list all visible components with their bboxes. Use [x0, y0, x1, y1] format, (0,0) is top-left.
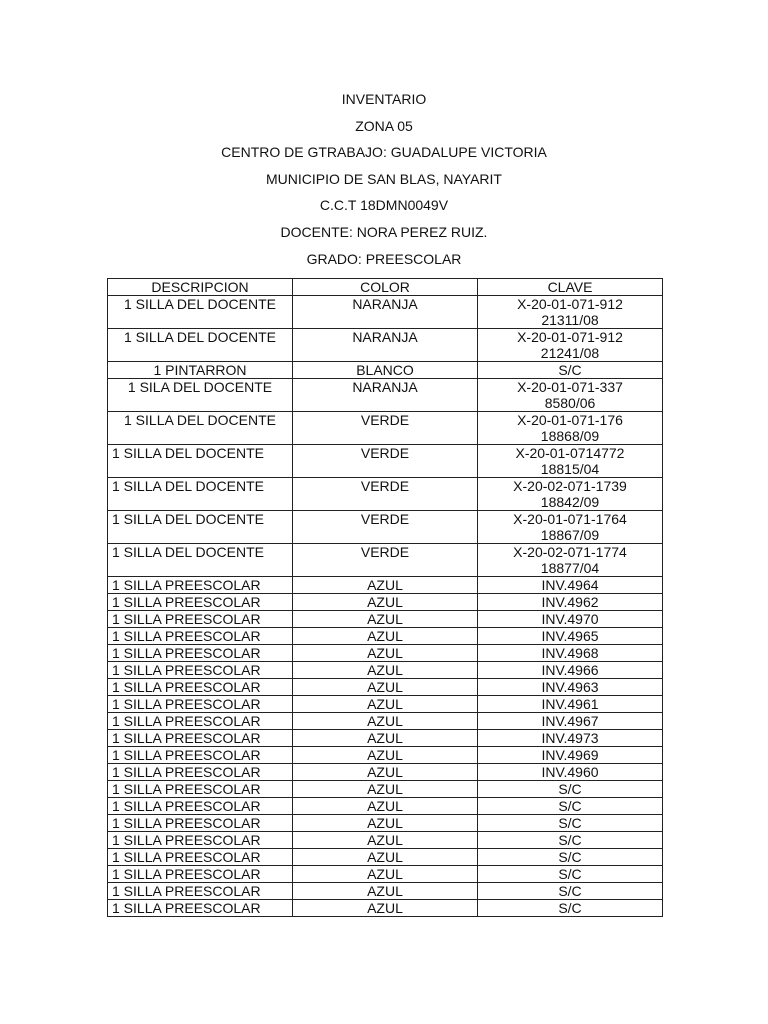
table-row [108, 662, 663, 679]
table-row [108, 478, 663, 511]
table-row [108, 679, 663, 696]
color-cell: AZUL [293, 713, 478, 730]
description-cell: 1 SILLA DEL DOCENTE [108, 478, 293, 511]
table-row [108, 296, 663, 329]
color-cell: AZUL [293, 730, 478, 747]
clave-line: 18842/09 [540, 494, 600, 510]
description-cell: 1 SILLA PREESCOLAR [108, 730, 293, 747]
table-row [108, 594, 663, 611]
clave-line: X-20-01-071-176 [517, 412, 623, 428]
clave-line: 8580/06 [544, 395, 596, 411]
table-row [108, 379, 663, 412]
clave-cell [478, 866, 663, 883]
table-row [108, 713, 663, 730]
color-cell: AZUL [293, 883, 478, 900]
inventory-table [107, 278, 663, 917]
color-cell: AZUL [293, 798, 478, 815]
column-header-color: COLOR [293, 279, 478, 296]
table-row [108, 412, 663, 445]
color-cell: VERDE [293, 478, 478, 511]
description-cell: 1 SILLA PREESCOLAR [108, 696, 293, 713]
clave-line: INV.4967 [541, 713, 599, 729]
teacher-label: DOCENTE: NORA PEREZ RUIZ. [280, 223, 488, 240]
clave-line: X-20-01-071-912 [517, 329, 623, 345]
clave-cell [478, 781, 663, 798]
color-cell: AZUL [293, 594, 478, 611]
table-row [108, 645, 663, 662]
clave-line: X-20-02-071-1739 [513, 478, 627, 494]
table-row [108, 747, 663, 764]
clave-line: S/C [558, 832, 582, 848]
color-cell: AZUL [293, 747, 478, 764]
description-cell: 1 SILLA PREESCOLAR [108, 781, 293, 798]
inventory-table-body [108, 296, 663, 917]
description-cell: 1 SILLA PREESCOLAR [108, 645, 293, 662]
zone-label: ZONA 05 [355, 117, 413, 134]
clave-cell [478, 478, 663, 511]
description-cell: 1 SILLA PREESCOLAR [108, 849, 293, 866]
description-cell: 1 SILLA PREESCOLAR [108, 628, 293, 645]
color-cell: VERDE [293, 511, 478, 544]
clave-line: INV.4973 [541, 730, 599, 746]
table-row [108, 511, 663, 544]
table-row [108, 798, 663, 815]
municipality-label: MUNICIPIO DE SAN BLAS, NAYARIT [266, 170, 502, 187]
clave-cell [478, 696, 663, 713]
clave-cell [478, 296, 663, 329]
clave-cell [478, 544, 663, 577]
cct-label: C.C.T 18DMN0049V [319, 197, 449, 214]
clave-cell [478, 849, 663, 866]
document-header [0, 88, 768, 274]
work-center-label: CENTRO DE GTRABAJO: GUADALUPE VICTORIA [221, 144, 547, 161]
color-cell: NARANJA [293, 296, 478, 329]
clave-line: INV.4966 [541, 662, 599, 678]
clave-line: S/C [558, 781, 582, 797]
clave-cell [478, 577, 663, 594]
clave-line: INV.4960 [541, 764, 599, 780]
clave-cell [478, 764, 663, 781]
color-cell: AZUL [293, 696, 478, 713]
color-cell: VERDE [293, 412, 478, 445]
clave-cell [478, 883, 663, 900]
table-row [108, 781, 663, 798]
table-row [108, 611, 663, 628]
description-cell: 1 SILLA PREESCOLAR [108, 679, 293, 696]
clave-cell [478, 815, 663, 832]
clave-line: INV.4968 [541, 645, 599, 661]
table-row [108, 362, 663, 379]
description-cell: 1 SILLA PREESCOLAR [108, 611, 293, 628]
color-cell: NARANJA [293, 379, 478, 412]
table-row [108, 445, 663, 478]
clave-line: 18877/04 [540, 560, 600, 576]
description-cell: 1 SILLA PREESCOLAR [108, 883, 293, 900]
clave-cell [478, 645, 663, 662]
clave-line: X-20-01-071-912 [517, 296, 623, 312]
clave-line: INV.4964 [541, 577, 599, 593]
color-cell: AZUL [293, 628, 478, 645]
grade-label: GRADO: PREESCOLAR [306, 250, 462, 267]
description-cell: 1 SILA DEL DOCENTE [108, 379, 293, 412]
description-cell: 1 SILLA DEL DOCENTE [108, 329, 293, 362]
description-cell: 1 SILLA PREESCOLAR [108, 764, 293, 781]
clave-line: X-20-02-071-1774 [513, 544, 627, 560]
table-row [108, 628, 663, 645]
clave-line: 18815/04 [540, 461, 600, 477]
clave-cell [478, 412, 663, 445]
color-cell: AZUL [293, 679, 478, 696]
clave-line: S/C [558, 362, 582, 378]
clave-line: INV.4970 [541, 611, 599, 627]
clave-cell [478, 679, 663, 696]
table-row [108, 866, 663, 883]
clave-line: INV.4963 [541, 679, 599, 695]
clave-line: 18868/09 [540, 428, 600, 444]
clave-line: S/C [558, 883, 582, 899]
description-cell: 1 SILLA PREESCOLAR [108, 900, 293, 917]
description-cell: 1 SILLA DEL DOCENTE [108, 296, 293, 329]
clave-cell [478, 747, 663, 764]
clave-line: INV.4965 [541, 628, 599, 644]
table-row [108, 544, 663, 577]
table-header-row [108, 279, 663, 296]
description-cell: 1 SILLA PREESCOLAR [108, 594, 293, 611]
description-cell: 1 SILLA PREESCOLAR [108, 747, 293, 764]
clave-cell [478, 832, 663, 849]
color-cell: VERDE [293, 544, 478, 577]
description-cell: 1 SILLA DEL DOCENTE [108, 511, 293, 544]
description-cell: 1 SILLA PREESCOLAR [108, 815, 293, 832]
color-cell: AZUL [293, 645, 478, 662]
table-row [108, 577, 663, 594]
clave-cell [478, 611, 663, 628]
document-title: INVENTARIO [341, 91, 427, 107]
table-row [108, 730, 663, 747]
clave-cell [478, 362, 663, 379]
description-cell: 1 SILLA DEL DOCENTE [108, 544, 293, 577]
clave-line: S/C [558, 798, 582, 814]
color-cell: AZUL [293, 866, 478, 883]
color-cell: AZUL [293, 815, 478, 832]
clave-cell [478, 730, 663, 747]
color-cell: AZUL [293, 849, 478, 866]
clave-line: INV.4962 [541, 594, 599, 610]
clave-line: X-20-01-0714772 [515, 445, 625, 461]
clave-cell [478, 628, 663, 645]
clave-line: 21311/08 [541, 312, 599, 328]
color-cell: AZUL [293, 900, 478, 917]
color-cell: AZUL [293, 764, 478, 781]
clave-line: X-20-01-071-337 [517, 379, 623, 395]
description-cell: 1 SILLA PREESCOLAR [108, 662, 293, 679]
clave-line: S/C [558, 866, 582, 882]
color-cell: NARANJA [293, 329, 478, 362]
clave-cell [478, 445, 663, 478]
clave-line: S/C [558, 815, 582, 831]
description-cell: 1 SILLA PREESCOLAR [108, 866, 293, 883]
table-row [108, 849, 663, 866]
color-cell: AZUL [293, 781, 478, 798]
description-cell: 1 SILLA PREESCOLAR [108, 798, 293, 815]
description-cell: 1 SILLA DEL DOCENTE [108, 445, 293, 478]
table-row [108, 883, 663, 900]
clave-cell [478, 511, 663, 544]
description-cell: 1 SILLA PREESCOLAR [108, 832, 293, 849]
clave-line: S/C [558, 900, 582, 916]
description-cell: 1 SILLA DEL DOCENTE [108, 412, 293, 445]
table-row [108, 696, 663, 713]
clave-line: 21241/08 [540, 345, 600, 361]
clave-cell [478, 379, 663, 412]
color-cell: AZUL [293, 832, 478, 849]
table-row [108, 900, 663, 917]
description-cell: 1 SILLA PREESCOLAR [108, 713, 293, 730]
description-cell: 1 PINTARRON [108, 362, 293, 379]
clave-line: 18867/09 [540, 527, 600, 543]
color-cell: AZUL [293, 662, 478, 679]
table-row [108, 815, 663, 832]
clave-line: X-20-01-071-1764 [513, 511, 627, 527]
description-cell: 1 SILLA PREESCOLAR [108, 577, 293, 594]
clave-line: INV.4969 [541, 747, 599, 763]
color-cell: BLANCO [293, 362, 478, 379]
column-header-clave: CLAVE [478, 279, 663, 296]
color-cell: VERDE [293, 445, 478, 478]
clave-cell [478, 329, 663, 362]
table-row [108, 329, 663, 362]
clave-cell [478, 798, 663, 815]
column-header-description: DESCRIPCION [108, 279, 293, 296]
clave-cell [478, 662, 663, 679]
clave-cell [478, 713, 663, 730]
table-row [108, 764, 663, 781]
table-row [108, 832, 663, 849]
clave-line: S/C [558, 849, 582, 865]
clave-line: INV.4961 [541, 696, 599, 712]
color-cell: AZUL [293, 577, 478, 594]
clave-cell [478, 900, 663, 917]
clave-cell [478, 594, 663, 611]
color-cell: AZUL [293, 611, 478, 628]
